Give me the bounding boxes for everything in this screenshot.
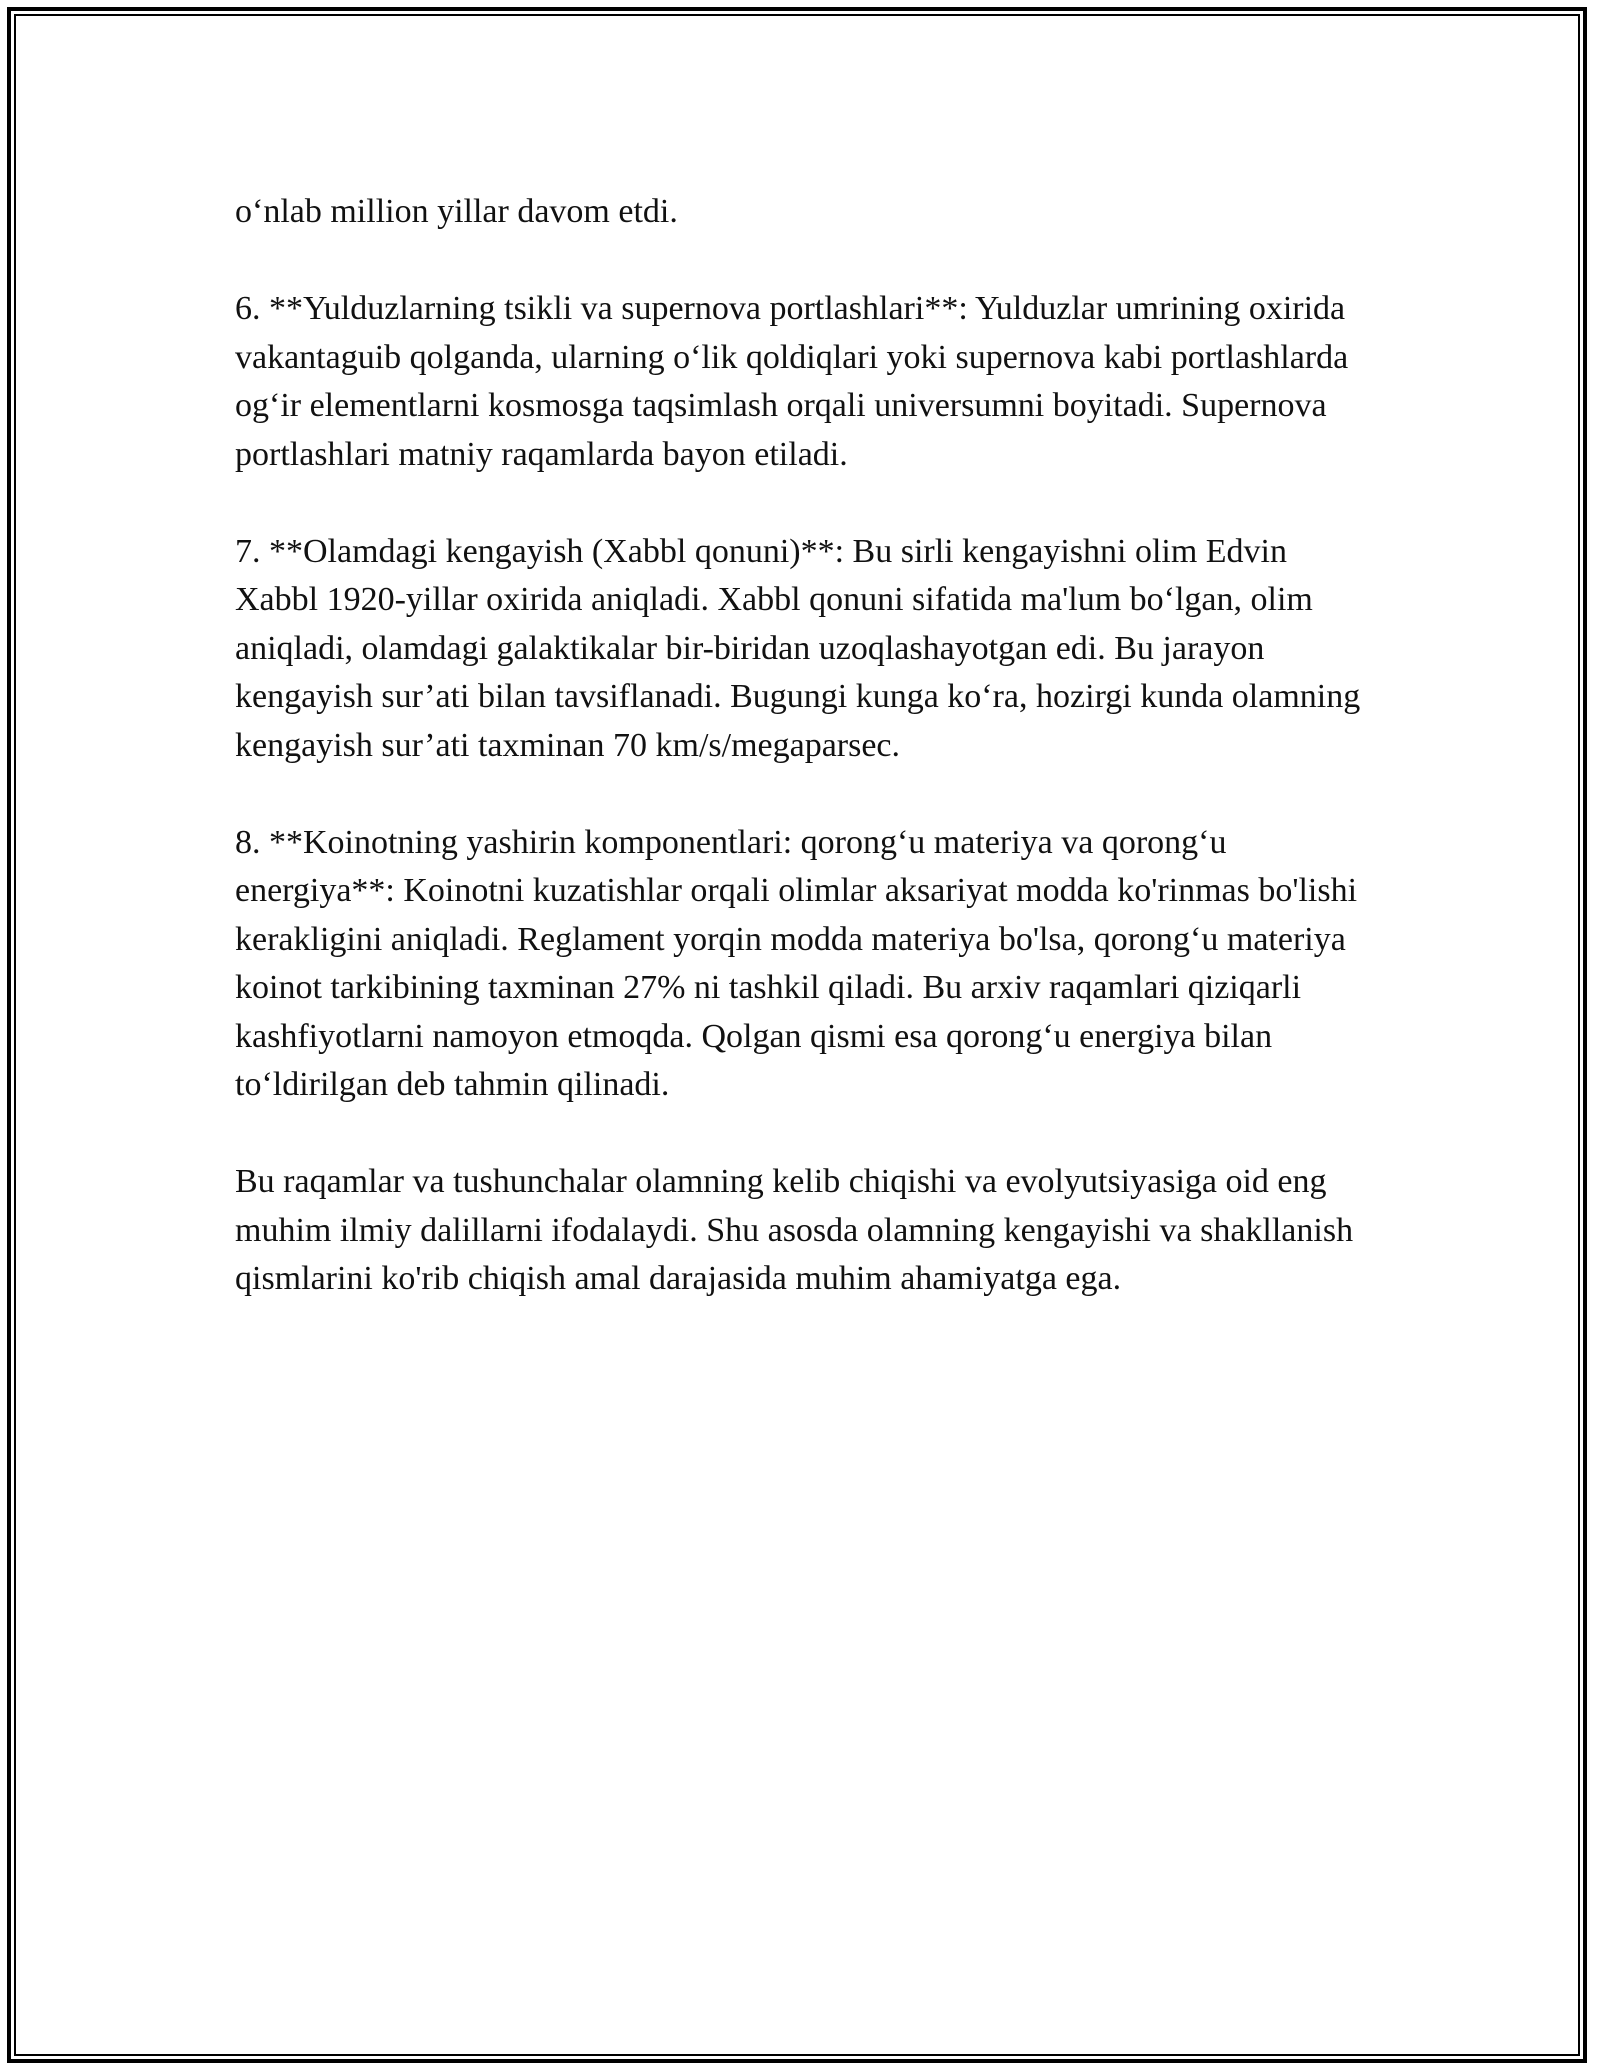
paragraph-item-7: 7. **Olamdagi kengayish (Xabbl qonuni)**: Bu sirli kengayishni olim Edvin Xabbl 1920-yillar oxirida aniqladi. Xabbl qonuni sifatida ma'lum bo‘lgan, olim aniqladi, olamdagi galaktikalar bir-biridan uzoqlashayotgan edi. Bu jarayon kengayish sur’ati bilan tavsiflanadi. Bugungi kunga ko‘ra, hozirgi kunda olamning kengayish sur’ati taxminan 70 km/s/megaparsec. [235,532,1361,764]
paragraph-item-8: 8. **Koinotning yashirin komponentlari: qorong‘u materiya va qorong‘u energiya**: Koinotni kuzatishlar orqali olimlar aksariyat modda ko'rinmas bo'lishi kerakligini aniqladi. Reglament yorqin modda materiya bo'lsa, qorong‘u materiya koinot tarkibining taxminan 27% ni tashkil qiladi. Bu arxiv raqamlari qiziqarli kashfiyotlarni namoyon etmoqda. Qolgan qismi esa qorong‘u energiya bilan to‘ldirilgan deb tahmin qilinadi. [235,823,1358,1103]
paragraph-item-6: 6. **Yulduzlarning tsikli va supernova portlashlari**: Yulduzlar umrining oxirida vakantaguib qolganda, ularning o‘lik qoldiqlari yoki supernova kabi portlashlarda og‘ir elementlarni kosmosga taqsimlash orqali universumni boyitadi. Supernova portlashlari matniy raqamlarda bayon etiladi. [235,290,1349,473]
document-body [235,188,1375,1352]
paragraph-conclusion: Bu raqamlar va tushunchalar olamning kelib chiqishi va evolyutsiyasiga oid eng muhim ilmiy dalillarni ifodalaydi. Shu asosda olamning kengayishi va shakllanish qismlarini ko'rib chiqish amal darajasida muhim ahamiyatga ega. [235,1163,1354,1297]
paragraph-continuation: o‘nlab million yillar davom etdi. [235,193,678,230]
